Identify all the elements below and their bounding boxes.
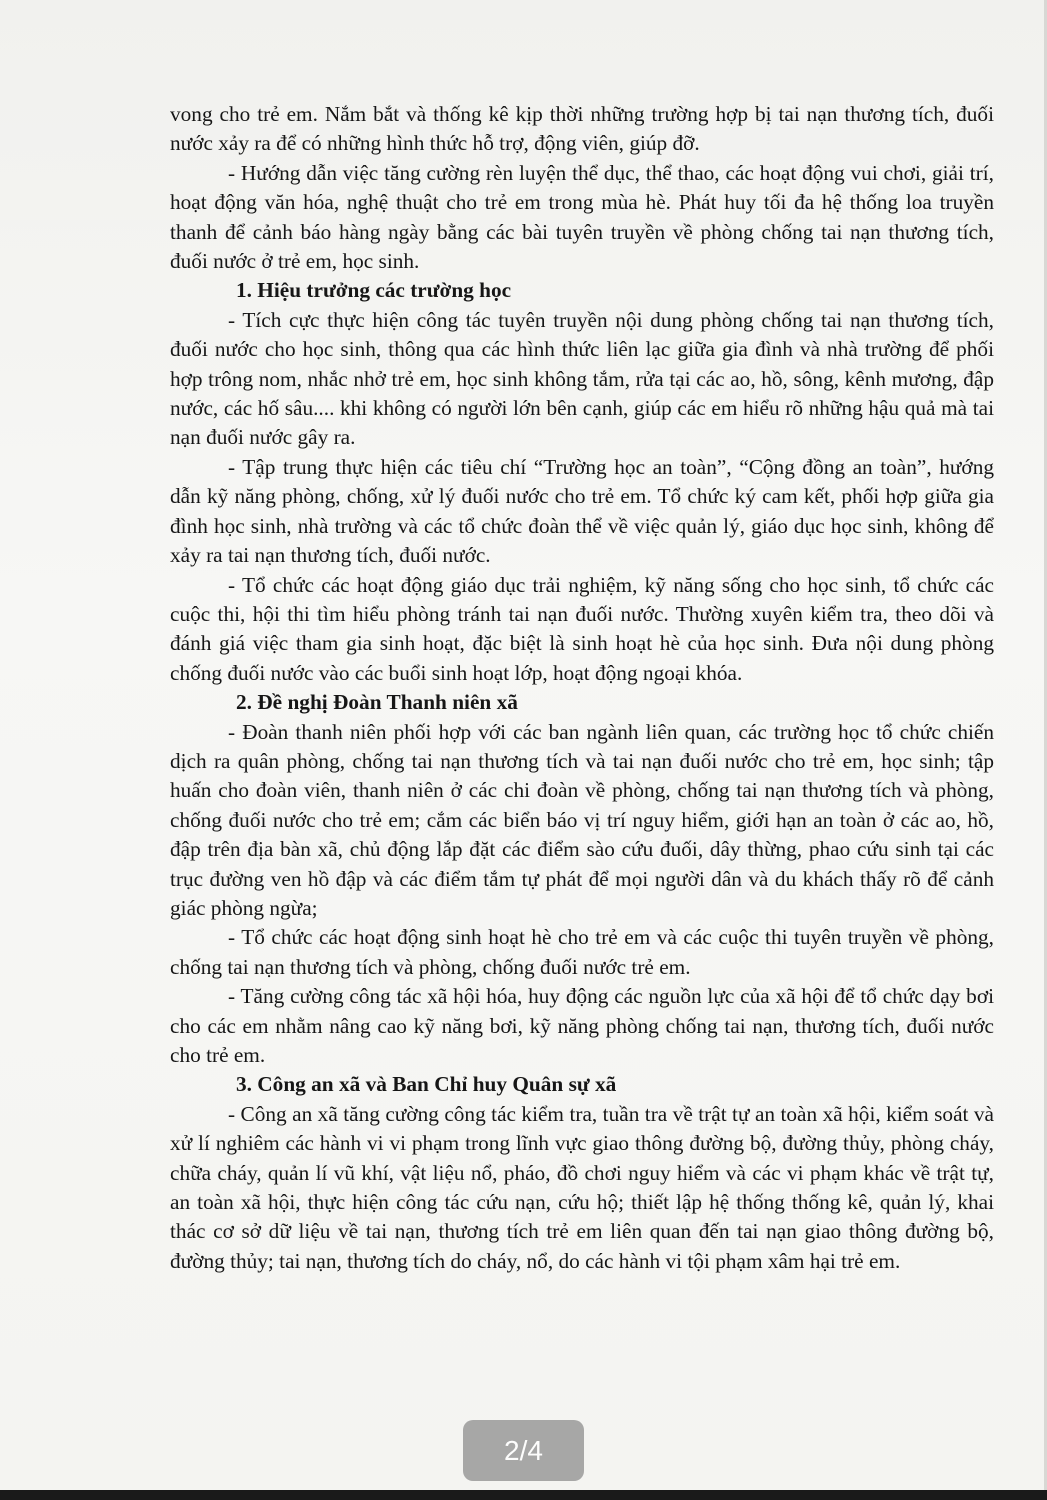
document-body — [170, 100, 994, 1276]
viewer-bottom-edge — [0, 1490, 1047, 1500]
section-heading: 2. Đề nghị Đoàn Thanh niên xã — [236, 690, 518, 715]
paragraph: - Đoàn thanh niên phối hợp với các ban ngành liên quan, các trường học tổ chức chiến dịch ra quân phòng, chống tai nạn thương tích và tai nạn đuối nước cho trẻ em, học sinh; tập huấn cho đoàn viên, thanh niên ở các chi đoàn về phòng, chống tai nạn thương tích và phòng, chống đuối nước cho trẻ em; cắm các biển báo vị trí nguy hiểm, giới hạn an toàn ở các ao, hồ, đập trên địa bàn xã, chủ động lắp đặt các điểm sào cứu đuối, dây thừng, phao cứu sinh tại các trục đường ven hồ đập và các điểm tắm tự phát để mọi người dân và du khách thấy rõ để cảnh giác phòng ngừa; — [170, 719, 994, 920]
paragraph: - Tích cực thực hiện công tác tuyên truyền nội dung phòng chống tai nạn thương tích, đuối nước cho học sinh, thông qua các hình thức liên lạc giữa gia đình và nhà trường để phối hợp trông nom, nhắc nhở trẻ em, học sinh không tắm, rửa tại các ao, hồ, sông, kênh mương, đập nước, các hố sâu.... khi không có người lớn bên cạnh, giúp các em hiểu rõ những hậu quả mà tai nạn đuối nước gây ra. — [170, 307, 994, 450]
paragraph: vong cho trẻ em. Nắm bắt và thống kê kịp thời những trường hợp bị tai nạn thương tích, đuối nước xảy ra để có những hình thức hỗ trợ, động viên, giúp đỡ. — [170, 102, 994, 156]
paragraph: - Hướng dẫn việc tăng cường rèn luyện thể dục, thể thao, các hoạt động vui chơi, giải trí, hoạt động văn hóa, nghệ thuật cho trẻ em trong mùa hè. Phát huy tối đa hệ thống loa truyền thanh để cảnh báo hàng ngày bằng các bài tuyên truyền về phòng chống tai nạn thương tích, đuối nước ở trẻ em, học sinh. — [170, 160, 994, 274]
section-heading: 3. Công an xã và Ban Chỉ huy Quân sự xã — [236, 1072, 617, 1097]
paragraph: - Tập trung thực hiện các tiêu chí “Trường học an toàn”, “Cộng đồng an toàn”, hướng dẫn kỹ năng phòng, chống, xử lý đuối nước cho trẻ em. Tổ chức ký cam kết, phối hợp giữa gia đình học sinh, nhà trường và các tổ chức đoàn thể về việc quản lý, giáo dục học sinh, không để xảy ra tai nạn thương tích, đuối nước. — [170, 454, 994, 568]
paragraph: - Công an xã tăng cường công tác kiểm tra, tuần tra về trật tự an toàn xã hội, kiểm soát và xử lí nghiêm các hành vi vi phạm trong lĩnh vực giao thông đường bộ, đường thủy, phòng cháy, chữa cháy, quản lí vũ khí, vật liệu nổ, pháo, đồ chơi nguy hiểm và các vi phạm khác về trật tự, an toàn xã hội, thực hiện công tác cứu nạn, cứu hộ; thiết lập hệ thống thống kê, quản lý, khai thác cơ sở dữ liệu về tai nạn, thương tích trẻ em liên quan đến tai nạn giao thông đường bộ, đường thủy; tai nạn, thương tích do cháy, nổ, do các hành vi tội phạm xâm hại trẻ em. — [170, 1101, 994, 1273]
section-heading: 1. Hiệu trưởng các trường học — [236, 278, 512, 303]
paragraph: - Tăng cường công tác xã hội hóa, huy động các nguồn lực của xã hội để tổ chức dạy bơi cho các em nhằm nâng cao kỹ năng bơi, kỹ năng phòng chống tai nạn, thương tích, đuối nước cho trẻ em. — [170, 984, 994, 1067]
paragraph: - Tổ chức các hoạt động giáo dục trải nghiệm, kỹ năng sống cho học sinh, tổ chức các cuộc thi, hội thi tìm hiểu phòng tránh tai nạn đuối nước. Thường xuyên kiểm tra, theo dõi và đánh giá việc tham gia sinh hoạt, đặc biệt là sinh hoạt hè của học sinh. Đưa nội dung phòng chống đuối nước vào các buổi sinh hoạt lớp, hoạt động ngoại khóa. — [170, 572, 994, 685]
paragraph: - Tổ chức các hoạt động sinh hoạt hè cho trẻ em và các cuộc thi tuyên truyền về phòng, chống tai nạn thương tích và phòng, chống đuối nước trẻ em. — [170, 925, 994, 979]
page-indicator: 2/4 — [463, 1420, 584, 1481]
